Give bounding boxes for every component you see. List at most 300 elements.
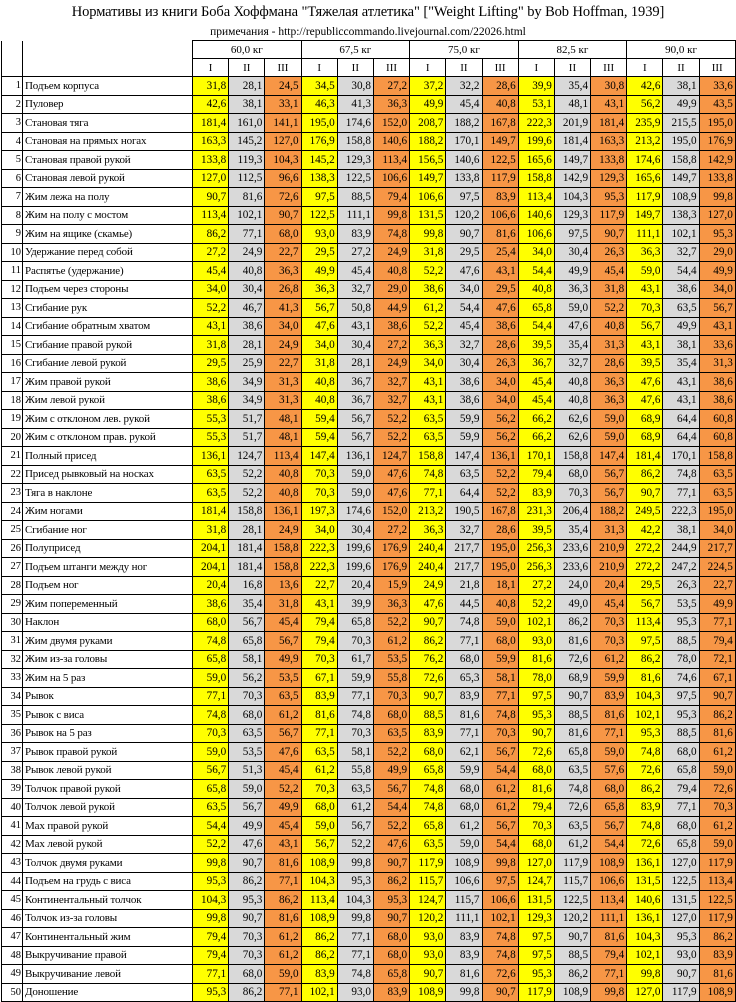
row-number: 38: [2, 761, 23, 780]
standard-value: 59,0: [554, 299, 590, 318]
standard-value: 56,7: [591, 817, 627, 836]
standard-value: 40,8: [229, 262, 265, 281]
standard-value: 52,2: [193, 835, 229, 854]
standard-value: 99,8: [591, 983, 627, 1002]
row-number: 23: [2, 484, 23, 503]
standard-value: 201,9: [554, 114, 590, 133]
standard-value: 48,1: [554, 95, 590, 114]
standard-value: 83,9: [518, 484, 554, 503]
standard-value: 113,4: [301, 891, 337, 910]
exercise-name: Толчок двумя руками: [23, 854, 193, 873]
standard-value: 34,9: [229, 373, 265, 392]
standard-value: 88,5: [663, 632, 699, 651]
standard-value: 45,4: [591, 262, 627, 281]
standard-value: 158,8: [554, 447, 590, 466]
exercise-name: Жим с отклоном лев. рукой: [23, 410, 193, 429]
table-row: [2, 225, 736, 244]
standard-value: 39,5: [518, 521, 554, 540]
standard-value: 45,4: [591, 595, 627, 614]
standard-value: 104,3: [265, 151, 301, 170]
standard-value: 106,6: [591, 872, 627, 891]
standard-value: 115,7: [446, 891, 482, 910]
standard-value: 43,1: [482, 262, 518, 281]
standard-value: 158,8: [265, 539, 301, 558]
row-number: 41: [2, 817, 23, 836]
standard-value: 213,2: [410, 502, 446, 521]
standard-value: 90,7: [446, 225, 482, 244]
standard-value: 99,8: [193, 854, 229, 873]
standard-value: 61,2: [699, 743, 735, 762]
standard-value: 213,2: [627, 132, 663, 151]
standard-value: 55,3: [193, 410, 229, 429]
exercise-name: Жим левой рукой: [23, 391, 193, 410]
standard-value: 22,7: [265, 243, 301, 262]
row-number: 8: [2, 206, 23, 225]
standard-value: 56,7: [301, 835, 337, 854]
standard-value: 64,4: [446, 484, 482, 503]
standard-value: 38,1: [663, 336, 699, 355]
standard-value: 81,6: [446, 965, 482, 984]
standard-value: 56,7: [699, 299, 735, 318]
standard-value: 188,2: [591, 502, 627, 521]
standard-value: 127,0: [265, 132, 301, 151]
standard-value: 124,7: [410, 891, 446, 910]
standard-value: 56,7: [591, 465, 627, 484]
standard-value: 104,3: [193, 891, 229, 910]
standard-value: 63,5: [410, 835, 446, 854]
standard-value: 65,8: [337, 613, 373, 632]
standard-value: 29,5: [193, 354, 229, 373]
standard-value: 53,5: [373, 650, 409, 669]
standard-value: 70,3: [229, 687, 265, 706]
notes-link[interactable]: примечания - http://republiccommando.livejournal.com/22026.html: [210, 26, 526, 38]
standard-value: 68,0: [446, 780, 482, 799]
standard-value: 39,5: [518, 336, 554, 355]
table-row: [2, 77, 736, 96]
standard-value: 204,1: [193, 558, 229, 577]
standard-value: 79,4: [518, 465, 554, 484]
standard-value: 117,9: [699, 909, 735, 928]
row-number: 30: [2, 613, 23, 632]
standard-value: 61,2: [446, 817, 482, 836]
standard-value: 106,6: [482, 206, 518, 225]
standard-value: 31,3: [591, 521, 627, 540]
standard-value: 108,9: [663, 188, 699, 207]
standard-value: 142,9: [554, 169, 590, 188]
standard-value: 78,0: [518, 669, 554, 688]
standard-value: 33,1: [265, 95, 301, 114]
standard-value: 111,1: [591, 909, 627, 928]
standard-value: 170,1: [518, 447, 554, 466]
standard-value: 28,6: [482, 336, 518, 355]
class-label-header: III: [265, 59, 301, 77]
standard-value: 53,5: [229, 743, 265, 762]
standard-value: 49,9: [554, 262, 590, 281]
standard-value: 28,6: [591, 354, 627, 373]
exercise-name: Подъем штанги между ног: [23, 558, 193, 577]
standard-value: 240,4: [410, 558, 446, 577]
standard-value: 77,1: [337, 928, 373, 947]
class-label-header: III: [482, 59, 518, 77]
standard-value: 158,8: [265, 558, 301, 577]
standard-value: 72,6: [554, 798, 590, 817]
standard-value: 74,8: [373, 225, 409, 244]
standard-value: 86,2: [699, 706, 735, 725]
row-number: 32: [2, 650, 23, 669]
row-number: 42: [2, 835, 23, 854]
row-number: 17: [2, 373, 23, 392]
standard-value: 65,8: [410, 817, 446, 836]
standard-value: 59,0: [699, 835, 735, 854]
standard-value: 65,8: [193, 780, 229, 799]
standard-value: 54,4: [193, 817, 229, 836]
standard-value: 29,5: [627, 576, 663, 595]
table-row: [2, 576, 736, 595]
exercise-name: Сгибание левой рукой: [23, 354, 193, 373]
standard-value: 31,3: [699, 354, 735, 373]
standard-value: 122,5: [301, 206, 337, 225]
standard-value: 49,9: [301, 262, 337, 281]
standard-value: 74,8: [554, 780, 590, 799]
standard-value: 59,0: [193, 669, 229, 688]
standard-value: 52,2: [373, 817, 409, 836]
standard-value: 56,2: [627, 95, 663, 114]
standard-value: 34,0: [301, 336, 337, 355]
standard-value: 70,3: [591, 632, 627, 651]
standard-value: 65,8: [373, 965, 409, 984]
standard-value: 47,6: [265, 743, 301, 762]
standard-value: 70,3: [229, 928, 265, 947]
standard-value: 48,1: [265, 410, 301, 429]
standard-value: 34,0: [410, 354, 446, 373]
exercise-name: Выкручивание левой: [23, 965, 193, 984]
standard-value: 176,9: [373, 539, 409, 558]
standard-value: 112,5: [229, 169, 265, 188]
standard-value: 63,5: [373, 724, 409, 743]
standard-value: 38,6: [373, 317, 409, 336]
standard-value: 90,7: [410, 687, 446, 706]
standard-value: 181,4: [193, 114, 229, 133]
exercise-name: Подъем на грудь с виса: [23, 872, 193, 891]
table-row: [2, 539, 736, 558]
standard-value: 68,9: [627, 428, 663, 447]
standard-value: 77,1: [229, 225, 265, 244]
standard-value: 147,4: [446, 447, 482, 466]
standard-value: 36,7: [337, 373, 373, 392]
standard-value: 95,3: [518, 706, 554, 725]
standard-value: 77,1: [446, 724, 482, 743]
standard-value: 90,7: [193, 188, 229, 207]
standard-value: 61,2: [265, 946, 301, 965]
standard-value: 79,4: [699, 632, 735, 651]
standard-value: 56,7: [482, 743, 518, 762]
row-number: 12: [2, 280, 23, 299]
standard-value: 66,2: [518, 428, 554, 447]
standard-value: 47,6: [627, 391, 663, 410]
table-row: [2, 817, 736, 836]
standard-value: 86,2: [193, 225, 229, 244]
row-number: 20: [2, 428, 23, 447]
table-body: [2, 77, 736, 1002]
standard-value: 65,8: [518, 299, 554, 318]
standard-value: 20,4: [193, 576, 229, 595]
standard-value: 106,6: [482, 891, 518, 910]
standard-value: 22,7: [301, 576, 337, 595]
standard-value: 43,1: [301, 595, 337, 614]
standard-value: 74,8: [193, 706, 229, 725]
standard-value: 27,2: [373, 77, 409, 96]
standard-value: 70,3: [229, 946, 265, 965]
standard-value: 102,1: [663, 225, 699, 244]
standard-value: 63,5: [301, 743, 337, 762]
standard-value: 59,0: [591, 743, 627, 762]
weight-class-header: 82,5 кг: [518, 41, 627, 59]
standard-value: 108,9: [591, 854, 627, 873]
standard-value: 68,0: [229, 965, 265, 984]
row-number: 1: [2, 77, 23, 96]
standard-value: 27,2: [373, 336, 409, 355]
standard-value: 93,0: [301, 225, 337, 244]
table-row: [2, 169, 736, 188]
standard-value: 29,0: [373, 280, 409, 299]
standard-value: 41,3: [337, 95, 373, 114]
row-number: 22: [2, 465, 23, 484]
class-label-header: III: [591, 59, 627, 77]
standard-value: 53,5: [663, 595, 699, 614]
standard-value: 88,5: [663, 724, 699, 743]
standard-value: 56,7: [301, 299, 337, 318]
standard-value: 65,8: [591, 798, 627, 817]
standard-value: 24,0: [554, 576, 590, 595]
standard-value: 95,3: [663, 706, 699, 725]
exercise-name: Становая правой рукой: [23, 151, 193, 170]
standard-value: 47,6: [301, 317, 337, 336]
standard-value: 108,9: [410, 983, 446, 1002]
table-row: [2, 114, 736, 133]
standard-value: 102,1: [627, 946, 663, 965]
standard-value: 195,0: [482, 539, 518, 558]
standard-value: 45,4: [193, 262, 229, 281]
standard-value: 27,2: [518, 576, 554, 595]
standard-value: 83,9: [591, 687, 627, 706]
row-number: 6: [2, 169, 23, 188]
exercise-name: Полный присед: [23, 447, 193, 466]
table-row: [2, 428, 736, 447]
standard-value: 28,1: [229, 77, 265, 96]
standard-value: 104,3: [554, 188, 590, 207]
standard-value: 95,3: [518, 965, 554, 984]
standard-value: 65,3: [446, 669, 482, 688]
row-number: 40: [2, 798, 23, 817]
standard-value: 86,2: [301, 946, 337, 965]
standard-value: 127,0: [518, 854, 554, 873]
standard-value: 165,6: [627, 169, 663, 188]
standard-value: 26,3: [482, 354, 518, 373]
standard-value: 68,0: [410, 743, 446, 762]
standard-value: 124,7: [518, 872, 554, 891]
standard-value: 215,5: [663, 114, 699, 133]
standard-value: 86,2: [229, 872, 265, 891]
standard-value: 102,1: [518, 613, 554, 632]
standard-value: 65,8: [663, 835, 699, 854]
table-row: [2, 132, 736, 151]
standard-value: 81,6: [446, 706, 482, 725]
standard-value: 74,8: [482, 928, 518, 947]
exercise-name: Рывок с виса: [23, 706, 193, 725]
standard-value: 52,2: [410, 317, 446, 336]
standard-value: 106,6: [446, 872, 482, 891]
standard-value: 34,0: [699, 521, 735, 540]
standard-value: 77,1: [301, 724, 337, 743]
page-title: Нормативы из книги Боба Хоффмана "Тяжелая атлетика" ["Weight Lifting" by Bob Hoffman, 1939]: [71, 4, 665, 20]
standard-value: 136,1: [627, 854, 663, 873]
standard-value: 61,2: [265, 706, 301, 725]
table-row: [2, 798, 736, 817]
class-label-header: II: [554, 59, 590, 77]
standard-value: 40,8: [265, 484, 301, 503]
standard-value: 52,2: [482, 465, 518, 484]
standard-value: 40,8: [591, 317, 627, 336]
weight-class-header: 90,0 кг: [627, 41, 736, 59]
standard-value: 56,7: [373, 780, 409, 799]
standard-value: 95,3: [229, 891, 265, 910]
standard-value: 63,5: [554, 817, 590, 836]
standard-value: 195,0: [663, 132, 699, 151]
standard-value: 72,1: [699, 650, 735, 669]
standard-value: 36,3: [627, 243, 663, 262]
standard-value: 31,3: [265, 373, 301, 392]
standard-value: 113,4: [591, 891, 627, 910]
standard-value: 108,9: [446, 854, 482, 873]
standard-value: 97,5: [554, 225, 590, 244]
row-number: 16: [2, 354, 23, 373]
table-row: [2, 928, 736, 947]
standard-value: 65,8: [193, 650, 229, 669]
exercise-name: Рывок левой рукой: [23, 761, 193, 780]
standard-value: 40,8: [301, 373, 337, 392]
standard-value: 63,5: [410, 428, 446, 447]
standard-value: 54,4: [482, 761, 518, 780]
standard-value: 74,8: [337, 965, 373, 984]
standard-value: 59,0: [265, 965, 301, 984]
standard-value: 86,2: [627, 465, 663, 484]
standard-value: 16,8: [229, 576, 265, 595]
row-number: 33: [2, 669, 23, 688]
standard-value: 81,6: [518, 780, 554, 799]
standard-value: 68,0: [518, 761, 554, 780]
standard-value: 38,6: [663, 280, 699, 299]
standard-value: 34,0: [446, 280, 482, 299]
table-row: [2, 650, 736, 669]
standard-value: 65,8: [663, 761, 699, 780]
standard-value: 38,6: [482, 317, 518, 336]
standard-value: 97,5: [518, 928, 554, 947]
standard-value: 52,2: [518, 595, 554, 614]
standard-value: 90,7: [554, 928, 590, 947]
standard-value: 140,6: [627, 891, 663, 910]
standard-value: 156,5: [410, 151, 446, 170]
standard-value: 47,6: [482, 299, 518, 318]
table-row: [2, 410, 736, 429]
standard-value: 181,4: [627, 447, 663, 466]
standard-value: 28,1: [229, 336, 265, 355]
exercise-name: Становая на прямых ногах: [23, 132, 193, 151]
standard-value: 88,5: [410, 706, 446, 725]
standard-value: 27,2: [337, 243, 373, 262]
standard-value: 222,3: [301, 558, 337, 577]
standard-value: 31,8: [265, 595, 301, 614]
standard-value: 61,7: [337, 650, 373, 669]
standard-value: 30,4: [337, 521, 373, 540]
standard-value: 63,5: [229, 724, 265, 743]
exercise-name: Доношение: [23, 983, 193, 1002]
standard-value: 49,9: [410, 95, 446, 114]
standard-value: 142,9: [699, 151, 735, 170]
standard-value: 27,2: [193, 243, 229, 262]
standard-value: 36,3: [265, 262, 301, 281]
standard-value: 63,5: [699, 484, 735, 503]
standard-value: 31,8: [193, 521, 229, 540]
exercise-name: Толчок правой рукой: [23, 780, 193, 799]
row-number: 36: [2, 724, 23, 743]
exercise-name: Сгибание ног: [23, 521, 193, 540]
standard-value: 129,3: [591, 169, 627, 188]
standard-value: 176,9: [699, 132, 735, 151]
standard-value: 88,5: [554, 946, 590, 965]
standard-value: 49,9: [663, 317, 699, 336]
standard-value: 27,2: [373, 521, 409, 540]
standard-value: 54,4: [446, 299, 482, 318]
standard-value: 34,9: [229, 391, 265, 410]
standard-value: 79,4: [193, 928, 229, 947]
standard-value: 59,0: [482, 613, 518, 632]
standard-value: 83,9: [446, 687, 482, 706]
standard-value: 56,2: [482, 410, 518, 429]
row-number: 48: [2, 946, 23, 965]
table-row: [2, 854, 736, 873]
exercise-name: Континентальный толчок: [23, 891, 193, 910]
standard-value: 43,1: [337, 317, 373, 336]
exercise-name: Рывок на 5 раз: [23, 724, 193, 743]
standard-value: 33,6: [699, 77, 735, 96]
exercise-name: Пуловер: [23, 95, 193, 114]
standard-value: 35,4: [554, 77, 590, 96]
standard-value: 42,2: [627, 521, 663, 540]
standard-value: 51,7: [229, 410, 265, 429]
standard-value: 97,5: [518, 687, 554, 706]
standard-value: 59,0: [627, 262, 663, 281]
standard-value: 145,2: [301, 151, 337, 170]
standard-value: 52,2: [265, 780, 301, 799]
standard-value: 113,4: [193, 206, 229, 225]
standard-value: 61,2: [699, 817, 735, 836]
standard-value: 90,7: [518, 724, 554, 743]
standard-value: 56,7: [627, 317, 663, 336]
standard-value: 39,9: [337, 595, 373, 614]
standard-value: 38,6: [193, 391, 229, 410]
exercise-name: Сгибание правой рукой: [23, 336, 193, 355]
exercise-name: Континентальный жим: [23, 928, 193, 947]
standard-value: 20,4: [591, 576, 627, 595]
standard-value: 70,3: [699, 798, 735, 817]
standard-value: 133,8: [193, 151, 229, 170]
exercise-name: Жим из-за головы: [23, 650, 193, 669]
standard-value: 36,3: [373, 595, 409, 614]
standard-value: 136,1: [337, 447, 373, 466]
standard-value: 59,9: [591, 669, 627, 688]
standard-value: 95,3: [337, 872, 373, 891]
standard-value: 57,6: [591, 761, 627, 780]
